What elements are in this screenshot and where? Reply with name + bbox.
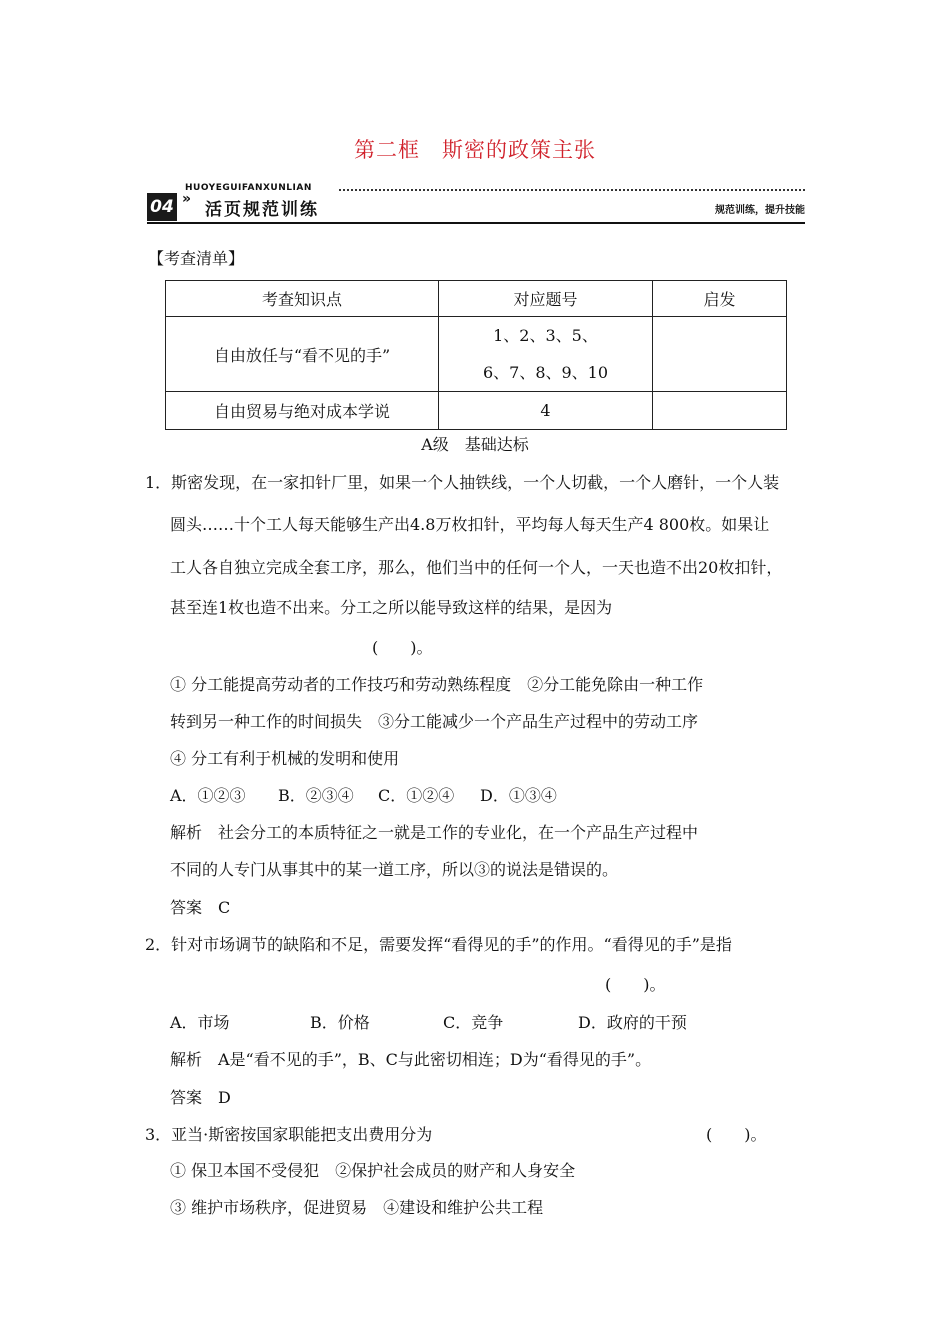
banner-motto: 规范训练，提升技能	[715, 205, 805, 216]
answer-blank: ( )。	[706, 1125, 767, 1144]
column-header: 启发	[653, 281, 787, 317]
choice-b: B．价格	[310, 1013, 370, 1032]
analysis-text: 解析 社会分工的本质特征之一就是工作的专业化，在一个产品生产过程中	[170, 823, 699, 842]
analysis-text: 解析 A是“看不见的手”，B、C与此密切相连；D为“看得见的手”。	[170, 1050, 652, 1069]
choice-c: C．①②④	[378, 786, 455, 805]
table-row	[166, 317, 787, 392]
question-1-option-line: ① 分工能提高劳动者的工作技巧和劳动熟练程度 ②分工能免除由一种工作	[170, 675, 704, 694]
answer-blank: ( )。	[605, 975, 666, 994]
level-heading: A级 基础达标	[421, 435, 529, 454]
table-cell: 4	[439, 392, 653, 430]
choice-a: A．①②③	[170, 786, 246, 805]
dotted-divider	[339, 189, 805, 191]
analysis-text: 不同的人专门从事其中的某一道工序，所以③的说法是错误的。	[170, 860, 619, 879]
double-arrow-icon: »	[182, 191, 192, 207]
banner-title: 活页规范训练	[205, 200, 319, 220]
answer-text: 答案 D	[170, 1088, 231, 1107]
question-3-option-line: ③ 维护市场秩序，促进贸易 ④建设和维护公共工程	[170, 1198, 544, 1217]
choice-d: D．①③④	[480, 786, 557, 805]
question-1-text: 工人各自独立完成全套工序，那么，他们当中的任何一个人，一天也造不出20枚扣针，	[170, 558, 783, 577]
section-banner	[147, 183, 805, 225]
question-3-option-line: ① 保卫本国不受侵犯 ②保护社会成员的财产和人身安全	[170, 1161, 576, 1180]
question-numbers: 1、2、3、5、	[493, 326, 598, 345]
column-header: 考查知识点	[166, 281, 439, 317]
table-cell	[653, 317, 787, 392]
checklist-heading: 【考查清单】	[148, 249, 245, 268]
table-row	[166, 392, 787, 430]
table-cell: 自由放任与“看不见的手”	[166, 317, 439, 392]
answer-blank: ( )。	[372, 638, 433, 657]
question-1-text: 甚至连1枚也造不出来。分工之所以能导致这样的结果，是因为	[170, 598, 613, 617]
checklist-table	[165, 280, 787, 430]
banner-pinyin: HUOYEGUIFANXUNLIAN	[185, 183, 312, 193]
question-1-option-line: 转到另一种工作的时间损失 ③分工能减少一个产品生产过程中的劳动工序	[170, 712, 699, 731]
page-title: 第二框 斯密的政策主张	[354, 138, 596, 162]
choice-a: A．市场	[170, 1013, 230, 1032]
table-cell: 自由贸易与绝对成本学说	[166, 392, 439, 430]
answer-text: 答案 C	[170, 898, 231, 917]
question-1-text: 1．斯密发现，在一家扣针厂里，如果一个人抽铁线，一个人切截，一个人磨针，一个人装	[145, 473, 780, 492]
banner-rule	[147, 222, 805, 224]
choice-b: B．②③④	[278, 786, 354, 805]
table-header-row	[166, 281, 787, 317]
table-cell	[653, 392, 787, 430]
question-numbers: 6、7、8、9、10	[482, 363, 609, 382]
choice-d: D．政府的干预	[578, 1013, 687, 1032]
table-cell	[439, 317, 653, 392]
section-number: 04	[147, 193, 177, 221]
column-header: 对应题号	[439, 281, 653, 317]
choice-c: C．竞争	[443, 1013, 504, 1032]
question-1-option-line: ④ 分工有利于机械的发明和使用	[170, 749, 400, 768]
question-2-text: 2．针对市场调节的缺陷和不足，需要发挥“看得见的手”的作用。“看得见的手”是指	[145, 935, 732, 954]
question-1-text: 圆头……十个工人每天能够生产出4.8万枚扣针，平均每人每天生产4 800枚。如果让	[170, 515, 770, 534]
question-3-text: 3．亚当·斯密按国家职能把支出费用分为	[145, 1125, 433, 1144]
